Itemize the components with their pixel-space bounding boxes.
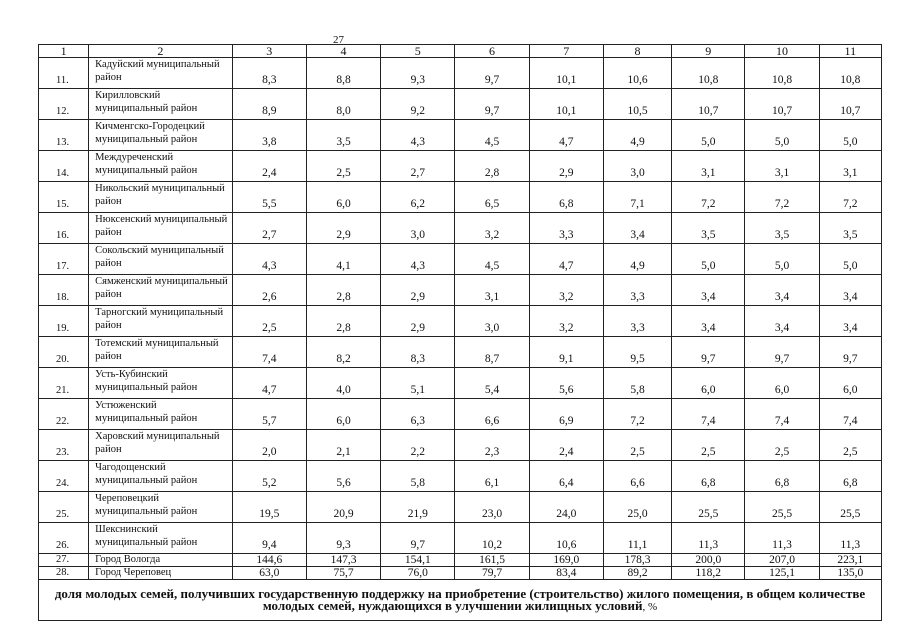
row-index: 18. — [39, 275, 89, 306]
cell-value: 3,3 — [603, 275, 671, 306]
row-name: Никольский муниципальный район — [89, 182, 233, 213]
cell-value: 5,0 — [745, 244, 819, 275]
table-row — [39, 368, 882, 399]
row-index: 12. — [39, 89, 89, 120]
cell-value: 10,7 — [819, 89, 881, 120]
cell-value: 7,2 — [672, 182, 745, 213]
cell-value: 2,4 — [529, 430, 603, 461]
cell-value: 6,1 — [455, 461, 529, 492]
cell-value: 3,0 — [455, 306, 529, 337]
cell-value: 11,3 — [672, 523, 745, 554]
cell-value: 4,7 — [232, 368, 306, 399]
cell-value: 2,5 — [819, 430, 881, 461]
cell-value: 4,5 — [455, 244, 529, 275]
cell-value: 118,2 — [672, 567, 745, 580]
cell-value: 8,3 — [381, 337, 455, 368]
cell-value: 3,4 — [819, 306, 881, 337]
cell-value: 2,8 — [306, 275, 380, 306]
cell-value: 207,0 — [745, 554, 819, 567]
cell-value: 10,5 — [603, 89, 671, 120]
column-header: 7 — [529, 45, 603, 58]
row-name: Тарногский муниципальный район — [89, 306, 233, 337]
cell-value: 154,1 — [381, 554, 455, 567]
table-row — [39, 275, 882, 306]
cell-value: 6,8 — [819, 461, 881, 492]
cell-value: 7,2 — [745, 182, 819, 213]
cell-value: 3,2 — [529, 306, 603, 337]
cell-value: 2,8 — [455, 151, 529, 182]
cell-value: 19,5 — [232, 492, 306, 523]
cell-value: 4,9 — [603, 244, 671, 275]
cell-value: 2,7 — [232, 213, 306, 244]
row-name: Кадуйский муниципальный район — [89, 58, 233, 89]
cell-value: 63,0 — [232, 567, 306, 580]
column-header: 10 — [745, 45, 819, 58]
cell-value: 7,4 — [232, 337, 306, 368]
cell-value: 10,2 — [455, 523, 529, 554]
cell-value: 5,0 — [672, 244, 745, 275]
cell-value: 23,0 — [455, 492, 529, 523]
cell-value: 3,4 — [819, 275, 881, 306]
cell-value: 6,8 — [672, 461, 745, 492]
cell-value: 2,2 — [381, 430, 455, 461]
cell-value: 2,5 — [672, 430, 745, 461]
cell-value: 4,3 — [232, 244, 306, 275]
table-row — [39, 554, 882, 567]
cell-value: 6,0 — [306, 182, 380, 213]
row-index: 22. — [39, 399, 89, 430]
table-row — [39, 182, 882, 213]
cell-value: 5,5 — [232, 182, 306, 213]
row-name: Череповецкий муниципальный район — [89, 492, 233, 523]
row-index: 17. — [39, 244, 89, 275]
cell-value: 2,7 — [381, 151, 455, 182]
row-index: 20. — [39, 337, 89, 368]
row-name: Устюженский муниципальный район — [89, 399, 233, 430]
row-name: Город Череповец — [89, 567, 233, 580]
cell-value: 10,1 — [529, 89, 603, 120]
cell-value: 5,7 — [232, 399, 306, 430]
cell-value: 169,0 — [529, 554, 603, 567]
cell-value: 2,1 — [306, 430, 380, 461]
cell-value: 2,4 — [232, 151, 306, 182]
cell-value: 9,5 — [603, 337, 671, 368]
table-row — [39, 523, 882, 554]
cell-value: 24,0 — [529, 492, 603, 523]
cell-value: 7,1 — [603, 182, 671, 213]
cell-value: 9,4 — [232, 523, 306, 554]
row-index: 28. — [39, 567, 89, 580]
cell-value: 2,9 — [381, 306, 455, 337]
cell-value: 21,9 — [381, 492, 455, 523]
cell-value: 2,5 — [745, 430, 819, 461]
cell-value: 10,8 — [745, 58, 819, 89]
cell-value: 4,7 — [529, 244, 603, 275]
cell-value: 9,7 — [455, 58, 529, 89]
table-row — [39, 492, 882, 523]
cell-value: 6,0 — [672, 368, 745, 399]
cell-value: 6,6 — [603, 461, 671, 492]
caption-unit: , % — [642, 600, 658, 613]
cell-value: 144,6 — [232, 554, 306, 567]
row-index: 11. — [39, 58, 89, 89]
cell-value: 5,0 — [745, 120, 819, 151]
row-index: 14. — [39, 151, 89, 182]
cell-value: 8,9 — [232, 89, 306, 120]
column-header: 5 — [381, 45, 455, 58]
cell-value: 4,1 — [306, 244, 380, 275]
indicator-caption — [39, 580, 882, 621]
cell-value: 20,9 — [306, 492, 380, 523]
cell-value: 6,3 — [381, 399, 455, 430]
column-header: 4 — [306, 45, 380, 58]
table-row — [39, 151, 882, 182]
cell-value: 79,7 — [455, 567, 529, 580]
cell-value: 76,0 — [381, 567, 455, 580]
cell-value: 3,2 — [529, 275, 603, 306]
column-header: 2 — [89, 45, 233, 58]
table-row — [39, 430, 882, 461]
cell-value: 200,0 — [672, 554, 745, 567]
header-row — [39, 45, 882, 58]
cell-value: 10,6 — [529, 523, 603, 554]
row-name: Кичменгско-Городецкий муниципальный район — [89, 120, 233, 151]
cell-value: 6,2 — [381, 182, 455, 213]
row-name: Кирилловский муниципальный район — [89, 89, 233, 120]
column-header: 3 — [232, 45, 306, 58]
cell-value: 7,4 — [819, 399, 881, 430]
cell-value: 9,1 — [529, 337, 603, 368]
cell-value: 2,6 — [232, 275, 306, 306]
row-name: Междуреченский муниципальный район — [89, 151, 233, 182]
table-row — [39, 567, 882, 580]
cell-value: 2,9 — [306, 213, 380, 244]
cell-value: 3,4 — [672, 275, 745, 306]
table-row — [39, 399, 882, 430]
cell-value: 5,0 — [819, 120, 881, 151]
cell-value: 2,0 — [232, 430, 306, 461]
cell-value: 5,4 — [455, 368, 529, 399]
cell-value: 8,8 — [306, 58, 380, 89]
table-row — [39, 89, 882, 120]
cell-value: 7,2 — [603, 399, 671, 430]
cell-value: 223,1 — [819, 554, 881, 567]
cell-value: 8,7 — [455, 337, 529, 368]
cell-value: 9,7 — [819, 337, 881, 368]
cell-value: 9,7 — [381, 523, 455, 554]
cell-value: 10,1 — [529, 58, 603, 89]
caption-row — [39, 580, 882, 621]
cell-value: 10,8 — [672, 58, 745, 89]
table-row — [39, 244, 882, 275]
cell-value: 135,0 — [819, 567, 881, 580]
row-index: 21. — [39, 368, 89, 399]
cell-value: 2,9 — [381, 275, 455, 306]
cell-value: 2,8 — [306, 306, 380, 337]
row-index: 13. — [39, 120, 89, 151]
cell-value: 11,3 — [819, 523, 881, 554]
cell-value: 5,6 — [306, 461, 380, 492]
cell-value: 3,3 — [603, 306, 671, 337]
cell-value: 11,1 — [603, 523, 671, 554]
cell-value: 6,4 — [529, 461, 603, 492]
column-header: 8 — [603, 45, 671, 58]
cell-value: 3,4 — [603, 213, 671, 244]
cell-value: 25,5 — [745, 492, 819, 523]
cell-value: 5,8 — [603, 368, 671, 399]
row-index: 27. — [39, 554, 89, 567]
row-name: Тотемский муниципальный район — [89, 337, 233, 368]
cell-value: 3,1 — [819, 151, 881, 182]
table-row — [39, 120, 882, 151]
cell-value: 5,0 — [819, 244, 881, 275]
cell-value: 4,5 — [455, 120, 529, 151]
cell-value: 3,5 — [745, 213, 819, 244]
cell-value: 3,4 — [745, 275, 819, 306]
cell-value: 6,8 — [529, 182, 603, 213]
cell-value: 5,2 — [232, 461, 306, 492]
cell-value: 4,9 — [603, 120, 671, 151]
cell-value: 5,0 — [672, 120, 745, 151]
cell-value: 8,2 — [306, 337, 380, 368]
table-row — [39, 461, 882, 492]
cell-value: 3,0 — [381, 213, 455, 244]
row-index: 24. — [39, 461, 89, 492]
cell-value: 5,6 — [529, 368, 603, 399]
cell-value: 2,3 — [455, 430, 529, 461]
cell-value: 4,3 — [381, 244, 455, 275]
cell-value: 3,1 — [672, 151, 745, 182]
row-index: 23. — [39, 430, 89, 461]
cell-value: 6,9 — [529, 399, 603, 430]
cell-value: 3,1 — [455, 275, 529, 306]
cell-value: 6,0 — [745, 368, 819, 399]
row-name: Усть-Кубинский муниципальный район — [89, 368, 233, 399]
cell-value: 7,4 — [672, 399, 745, 430]
row-name: Город Вологда — [89, 554, 233, 567]
cell-value: 10,7 — [745, 89, 819, 120]
cell-value: 3,1 — [745, 151, 819, 182]
cell-value: 25,0 — [603, 492, 671, 523]
cell-value: 4,0 — [306, 368, 380, 399]
cell-value: 178,3 — [603, 554, 671, 567]
cell-value: 10,7 — [672, 89, 745, 120]
cell-value: 6,0 — [306, 399, 380, 430]
cell-value: 3,0 — [603, 151, 671, 182]
cell-value: 9,3 — [381, 58, 455, 89]
cell-value: 9,2 — [381, 89, 455, 120]
row-index: 19. — [39, 306, 89, 337]
column-header: 9 — [672, 45, 745, 58]
row-name: Сокольский муниципальный район — [89, 244, 233, 275]
cell-value: 2,5 — [306, 151, 380, 182]
cell-value: 2,9 — [529, 151, 603, 182]
cell-value: 3,2 — [455, 213, 529, 244]
cell-value: 25,5 — [672, 492, 745, 523]
cell-value: 2,5 — [232, 306, 306, 337]
cell-value: 83,4 — [529, 567, 603, 580]
row-name: Сямженский муниципальный район — [89, 275, 233, 306]
cell-value: 10,8 — [819, 58, 881, 89]
cell-value: 6,0 — [819, 368, 881, 399]
cell-value: 9,7 — [672, 337, 745, 368]
cell-value: 25,5 — [819, 492, 881, 523]
cell-value: 8,0 — [306, 89, 380, 120]
caption-text: доля молодых семей, получивших государственную поддержку на приобретение (строительство) жилого помещения, в общем количестве молодых семей, нуждающихся в улучшении жилищных условий — [54, 585, 866, 613]
table-row — [39, 213, 882, 244]
data-table — [38, 44, 882, 621]
row-name: Шекснинский муниципальный район — [89, 523, 233, 554]
cell-value: 6,8 — [745, 461, 819, 492]
cell-value: 9,7 — [745, 337, 819, 368]
cell-value: 7,4 — [745, 399, 819, 430]
cell-value: 3,5 — [306, 120, 380, 151]
row-index: 25. — [39, 492, 89, 523]
row-index: 26. — [39, 523, 89, 554]
column-header: 1 — [39, 45, 89, 58]
page-number: 27 — [333, 34, 344, 46]
column-header: 6 — [455, 45, 529, 58]
cell-value: 161,5 — [455, 554, 529, 567]
cell-value: 9,3 — [306, 523, 380, 554]
cell-value: 11,3 — [745, 523, 819, 554]
cell-value: 5,1 — [381, 368, 455, 399]
row-name: Чагодощенский муниципальный район — [89, 461, 233, 492]
cell-value: 8,3 — [232, 58, 306, 89]
cell-value: 4,3 — [381, 120, 455, 151]
cell-value: 3,5 — [819, 213, 881, 244]
cell-value: 125,1 — [745, 567, 819, 580]
table-row — [39, 58, 882, 89]
cell-value: 3,4 — [672, 306, 745, 337]
table-row — [39, 337, 882, 368]
cell-value: 6,5 — [455, 182, 529, 213]
cell-value: 7,2 — [819, 182, 881, 213]
cell-value: 10,6 — [603, 58, 671, 89]
row-index: 15. — [39, 182, 89, 213]
row-name: Харовский муниципальный район — [89, 430, 233, 461]
table-row — [39, 306, 882, 337]
row-name: Нюксенский муниципальный район — [89, 213, 233, 244]
cell-value: 75,7 — [306, 567, 380, 580]
cell-value: 3,4 — [745, 306, 819, 337]
column-header: 11 — [819, 45, 881, 58]
cell-value: 2,5 — [603, 430, 671, 461]
cell-value: 3,3 — [529, 213, 603, 244]
cell-value: 3,8 — [232, 120, 306, 151]
cell-value: 9,7 — [455, 89, 529, 120]
cell-value: 6,6 — [455, 399, 529, 430]
cell-value: 5,8 — [381, 461, 455, 492]
cell-value: 89,2 — [603, 567, 671, 580]
row-index: 16. — [39, 213, 89, 244]
cell-value: 147,3 — [306, 554, 380, 567]
cell-value: 4,7 — [529, 120, 603, 151]
cell-value: 3,5 — [672, 213, 745, 244]
